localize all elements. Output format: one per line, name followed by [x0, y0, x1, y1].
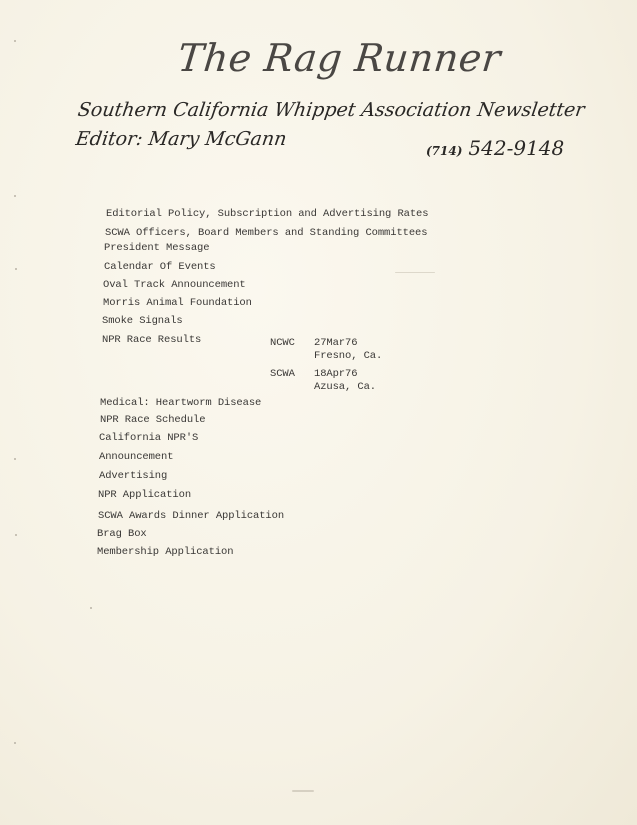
toc-item: Brag Box [97, 528, 147, 540]
toc-item: NPR Race Schedule [100, 414, 206, 426]
paper-speck [14, 458, 16, 460]
toc-item: Smoke Signals [102, 315, 183, 327]
toc-item: California NPR'S [99, 432, 199, 444]
toc-item: Medical: Heartworm Disease [100, 397, 262, 409]
race-club: SCWA [270, 368, 295, 380]
toc-item: Calendar Of Events [104, 261, 216, 273]
toc-item: Advertising [99, 470, 168, 482]
phone-number [426, 136, 564, 160]
paper-speck [15, 268, 17, 270]
race-date: 18Apr76 [314, 368, 358, 380]
toc-item: Membership Application [97, 546, 234, 558]
paper-speck [14, 742, 16, 744]
paper-speck [90, 607, 92, 609]
paper-smudge [395, 272, 435, 273]
race-date: 27Mar76 [314, 337, 358, 349]
paper-smudge [292, 790, 314, 792]
newsletter-title: The Rag Runner [175, 36, 503, 80]
toc-item: NPR Application [98, 489, 192, 501]
race-location: Azusa, Ca. [314, 381, 377, 393]
toc-item: President Message [104, 242, 210, 254]
newsletter-subtitle: Southern California Whippet Association Newsletter [76, 99, 586, 121]
paper-speck [14, 195, 16, 197]
race-location: Fresno, Ca. [314, 350, 383, 362]
paper-speck [14, 40, 16, 42]
toc-item: Announcement [99, 451, 174, 463]
phone-area-code: (714) [426, 144, 463, 158]
paper-speck [15, 534, 17, 536]
race-club: NCWC [270, 337, 295, 349]
toc-item: Editorial Policy, Subscription and Advertising Rates [106, 208, 429, 220]
editor-line: Editor: Mary McGann [74, 128, 288, 150]
toc-item: Morris Animal Foundation [103, 297, 252, 309]
toc-item: SCWA Awards Dinner Application [98, 510, 285, 522]
toc-item: SCWA Officers, Board Members and Standing Committees [105, 227, 428, 239]
phone-digits: 542-9148 [468, 136, 565, 160]
toc-item: Oval Track Announcement [103, 279, 246, 291]
toc-item: NPR Race Results [102, 334, 202, 346]
